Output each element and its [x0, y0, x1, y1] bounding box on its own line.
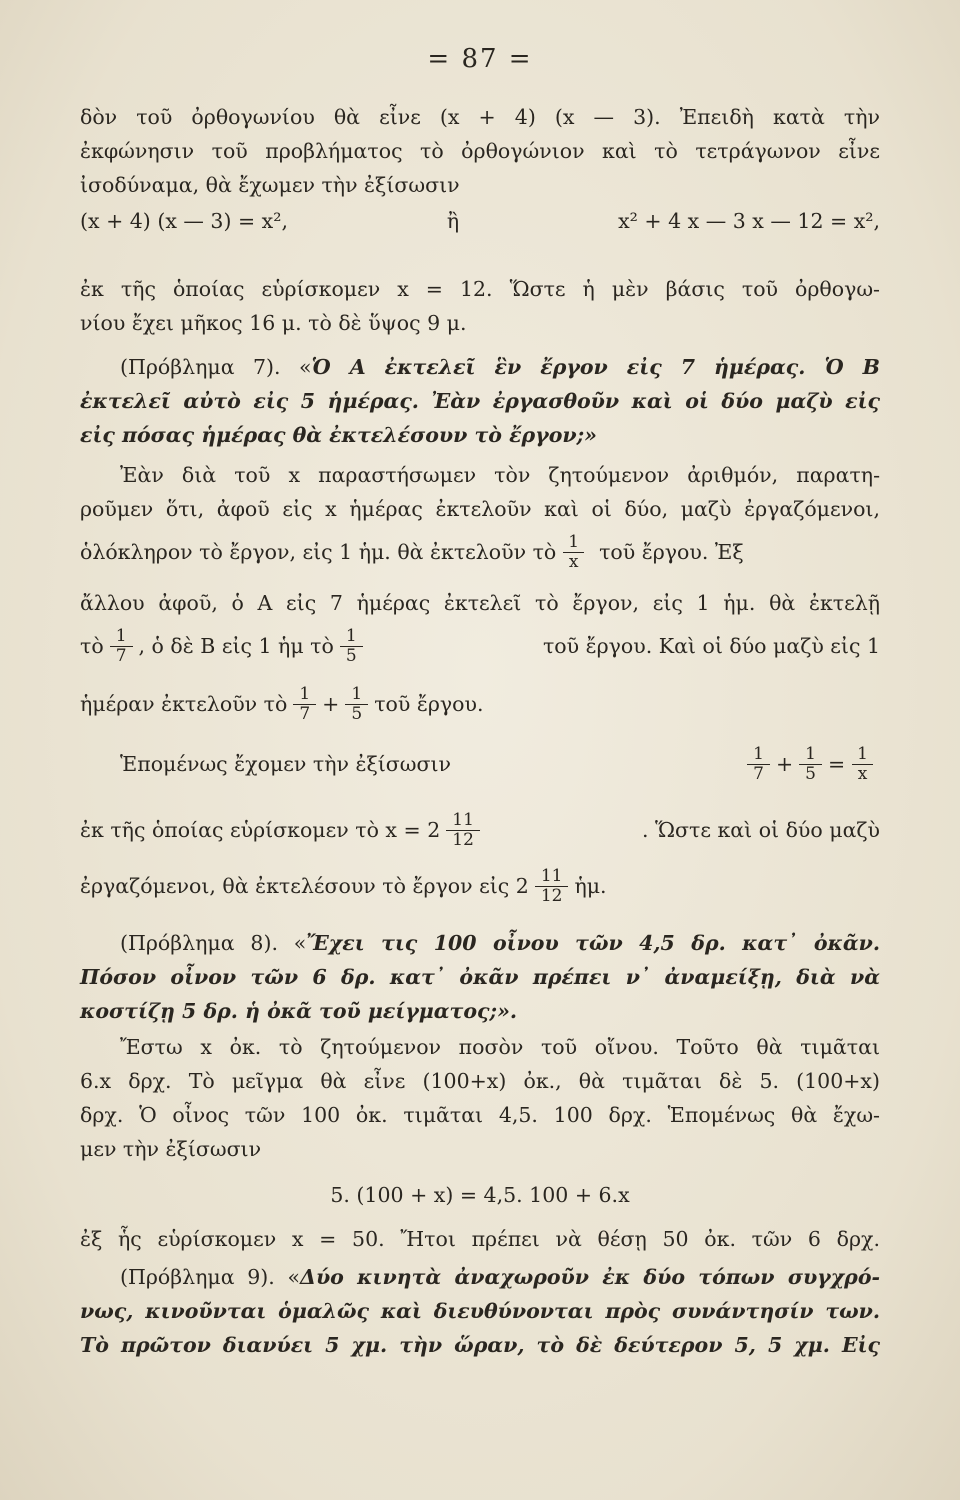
fraction-1-over-7	[293, 685, 316, 724]
text-line: ἰσοδύναμα, θὰ ἔχωμεν τὴν ἐξίσωσιν	[80, 173, 460, 197]
problem-9-line: νως, κινοῦνται ὁμαλῶς καὶ διευθύνονται πρὸς συνάντησίν των.	[80, 1299, 880, 1323]
equals-sign: =	[827, 752, 846, 776]
fraction-numerator: 1	[857, 743, 868, 764]
text-line: ροῦμεν ὅτι, ἀφοῦ εἰς x ἡμέρας ἐκτελοῦν καὶ οἱ δύο, μαζὺ ἐργαζόμενοι,	[80, 497, 880, 521]
fraction-1-over-7	[747, 745, 770, 784]
text-line: ἐξ ἧς εὑρίσκομεν x = 50. Ἤτοι πρέπει νὰ θέσῃ 50 ὀκ. τῶν 6 δρχ.	[80, 1227, 880, 1251]
text-line: ἄλλου ἀφοῦ, ὁ Α εἰς 7 ἡμέρας ἐκτελεῖ τὸ ἔργον, εἰς 1 ἡμ. θὰ ἐκτελῇ	[80, 591, 880, 615]
problem-8-heading	[80, 930, 880, 956]
text-segment: ἡμ.	[574, 874, 607, 898]
fraction-denominator: 5	[799, 764, 822, 784]
text-segment: ἐκ τῆς ὁποίας εὑρίσκομεν τὸ x = 2	[80, 818, 441, 842]
text-segment: ὁλόκληρον τὸ ἔργον, εἰς 1 ἡμ. θὰ ἐκτελοῦν τὸ	[80, 540, 557, 564]
fraction-numerator: 1	[753, 743, 764, 764]
problem-9-statement: Δύο κινητὰ ἀναχωροῦν ἐκ δύο τόπων συγχρό-	[300, 1265, 880, 1289]
problem-7-line: εἰς πόσας ἡμέρας θὰ ἐκτελέσουν τὸ ἔργον;»	[80, 423, 597, 447]
fraction-denominator: 7	[110, 646, 133, 666]
problem-7-statement: Ὁ Α ἐκτελεῖ ἓν ἔργον εἰς 7 ἡμέρας. Ὁ Β	[311, 355, 880, 379]
text-segment: , ὁ δὲ Β εἰς 1 ἡμ τὸ	[138, 634, 334, 658]
text-segment: τοῦ ἔργου.	[374, 692, 484, 716]
fraction-1-over-x	[851, 745, 874, 784]
fraction-1-over-7	[110, 627, 133, 666]
problem-8-label: (Πρόβλημα 8). «	[120, 931, 307, 955]
problem-8-line: κοστίζῃ 5 δρ. ἡ ὀκᾶ τοῦ μείγματος;».	[80, 999, 518, 1023]
equation-1-or: ἢ	[446, 209, 460, 233]
fraction-11-over-12	[446, 811, 480, 850]
problem-8-statement: Ἔχει τις 100 οἶνου τῶν 4,5 δρ. κατ᾽ ὀκᾶν.	[306, 931, 880, 955]
text-segment: τοῦ ἔργου. Καὶ οἱ δύο μαζὺ εἰς 1	[542, 634, 880, 658]
fraction-1-over-5	[340, 627, 363, 666]
fraction-numerator: 1	[299, 683, 311, 704]
text-segment: τοῦ ἔργου. Ἐξ	[599, 540, 744, 564]
fraction-numerator: 1	[345, 625, 357, 646]
problem-7-line: ἐκτελεῖ αὐτὸ εἰς 5 ἡμέρας. Ἐὰν ἐργασθοῦν καὶ οἱ δύο μαζὺ εἰς	[80, 389, 880, 413]
problem-7-label: (Πρόβλημα 7). «	[120, 355, 312, 379]
fraction-denominator: 5	[345, 704, 368, 724]
fraction-denominator: 7	[293, 704, 316, 724]
problem-9-line: Τὸ πρῶτον διανύει 5 χμ. τὴν ὥραν, τὸ δὲ δεύτερον 5, 5 χμ. Εἰς	[80, 1333, 880, 1357]
text-line-with-fraction	[80, 532, 880, 572]
fraction-denominator: x	[852, 764, 874, 784]
problem-9-label: (Πρόβλημα 9). «	[120, 1265, 301, 1289]
equation-2: 5. (100 + x) = 4,5. 100 + 6.x	[330, 1183, 630, 1207]
text-line: Ἐὰν διὰ τοῦ x παραστήσωμεν τὸν ζητούμενον ἀριθμόν, παρατη-	[120, 463, 880, 487]
equation-fractions	[80, 742, 880, 786]
text-segment: Ἑπομένως ἔχομεν τὴν ἐξίσωσιν	[120, 752, 452, 776]
text-line: ἐκ τῆς ὁποίας εὑρίσκομεν x = 12. Ὥστε ἡ μὲν βάσις τοῦ ὀρθογω-	[80, 277, 880, 301]
text-line: δρχ. Ὁ οἶνος τῶν 100 ὀκ. τιμᾶται 4,5. 100 δρχ. Ἑπομένως θὰ ἔχω-	[80, 1103, 880, 1127]
fraction-numerator: 1	[805, 743, 816, 764]
plus-sign: +	[775, 752, 794, 776]
fraction-denominator: 7	[747, 764, 770, 784]
text-line: ἐκφώνησιν τοῦ προβλήματος τὸ ὀρθογώνιον καὶ τὸ τετράγωνον εἶνε	[80, 139, 880, 163]
text-segment: ἐργαζόμενοι, θὰ ἐκτελέσουν τὸ ἔργον εἰς 2	[80, 874, 529, 898]
text-segment: ἡμέραν ἐκτελοῦν τὸ	[80, 692, 288, 716]
problem-8-line: Πόσον οἶνον τῶν 6 δρ. κατ᾽ ὀκᾶν πρέπει ν᾽ ἀναμείξῃ, διὰ νὰ	[80, 965, 880, 989]
fraction-numerator: 1	[568, 531, 580, 552]
fraction-1-over-x	[562, 533, 585, 572]
fraction-numerator: 1	[351, 683, 363, 704]
fraction-denominator: 12	[535, 886, 569, 906]
page-number: = 87 =	[427, 44, 533, 74]
fraction-numerator: 1	[115, 625, 127, 646]
text-line: νίου ἔχει μῆκος 16 μ. τὸ δὲ ὕψος 9 μ.	[80, 311, 467, 335]
fraction-numerator: 11	[452, 809, 474, 830]
text-line-with-fraction	[80, 684, 880, 724]
text-line: δὸν τοῦ ὀρθογωνίου θὰ εἶνε (x + 4) (x — 3). Ἐπειδὴ κατὰ τὴν	[80, 105, 880, 129]
equation-1-right: x² + 4 x — 3 x — 12 = x²,	[618, 209, 880, 233]
fraction-11-over-12	[535, 867, 569, 906]
text-line-with-fraction	[80, 864, 880, 908]
fraction-1-over-5	[345, 685, 368, 724]
fraction-numerator: 11	[540, 865, 563, 886]
fraction-1-over-5	[799, 745, 822, 784]
text-line-with-fraction	[80, 626, 880, 666]
plus-sign: +	[322, 692, 340, 716]
text-segment: τὸ	[80, 634, 104, 658]
equation-1	[80, 208, 880, 234]
text-line-with-fraction	[80, 808, 880, 852]
fraction-denominator: 5	[340, 646, 363, 666]
fraction-denominator: 12	[446, 830, 480, 850]
text-line: Ἔστω x ὀκ. τὸ ζητούμενον ποσὸν τοῦ οἴνου. Τοῦτο θὰ τιμᾶται	[120, 1035, 880, 1059]
equation-1-left: (x + 4) (x — 3) = x²,	[80, 209, 288, 233]
problem-9-heading	[80, 1264, 880, 1290]
text-line: μεν τὴν ἐξίσωσιν	[80, 1137, 262, 1161]
fraction-denominator: x	[563, 552, 585, 572]
problem-7-heading	[80, 354, 880, 380]
text-segment: . Ὥστε καὶ οἱ δύο μαζὺ	[641, 818, 880, 842]
text-line: 6.x δρχ. Τὸ μεῖγμα θὰ εἶνε (100+x) ὀκ., θὰ τιμᾶται δὲ 5. (100+x)	[80, 1069, 880, 1093]
